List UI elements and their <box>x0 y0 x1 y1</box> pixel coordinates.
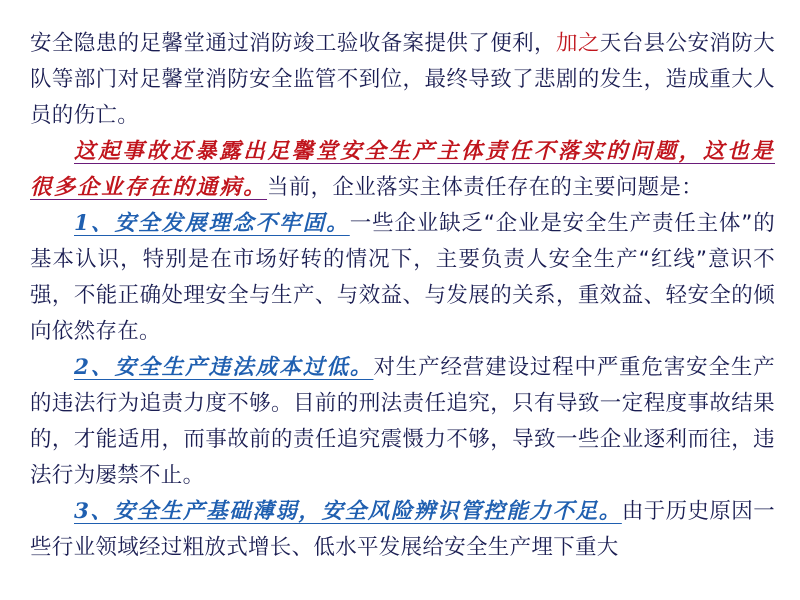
paragraph-text: 天台县公安消防大队等部门对足馨堂消防安全监管不到位，最终导致了悲剧的发生，造成重大人员的伤亡。 <box>30 31 775 128</box>
emphasis-statement: 这起事故还暴露出足馨堂安全生产主体责任不落实的问题，这也是很多企业存在的通病。 <box>30 139 775 200</box>
paragraph-main-problem <box>30 134 775 206</box>
paragraph-accident-cause <box>30 26 775 134</box>
paragraph-point-1 <box>30 206 775 350</box>
point-heading: 1、安全发展理念不牢固。 <box>74 211 350 236</box>
point-body: 由于历史原因一些行业领域经过粗放式增长、低水平发展给安全生产埋下重大 <box>30 499 775 560</box>
paragraph-point-2 <box>30 350 775 494</box>
paragraph-point-3 <box>30 494 775 566</box>
point-body: 一些企业缺乏“企业是安全生产责任主体”的基本认识，特别是在市场好转的情况下，主要负责人安全生产“红线”意识不强，不能正确处理安全与生产、与效益、与发展的关系，重效益、轻安全的倾向依然存在。 <box>30 211 776 344</box>
point-heading: 2、安全生产违法成本过低。 <box>74 355 374 380</box>
point-heading: 3、安全生产基础薄弱，安全风险辨识管控能力不足。 <box>74 499 622 524</box>
point-body: 对生产经营建设过程中严重危害安全生产的违法行为追责力度不够。目前的刑法责任追究，只有导致一定程度事故结果的，才能适用，而事故前的责任追究震慑力不够，导致一些企业逐利而往，违法行为屡禁不止。 <box>30 355 775 488</box>
document-body <box>30 26 775 566</box>
paragraph-text: 当前，企业落实主体责任存在的主要问题是： <box>267 175 704 200</box>
highlight-text: 加之 <box>555 31 600 56</box>
paragraph-text: 安全隐患的足馨堂通过消防竣工验收备案提供了便利， <box>30 31 556 56</box>
